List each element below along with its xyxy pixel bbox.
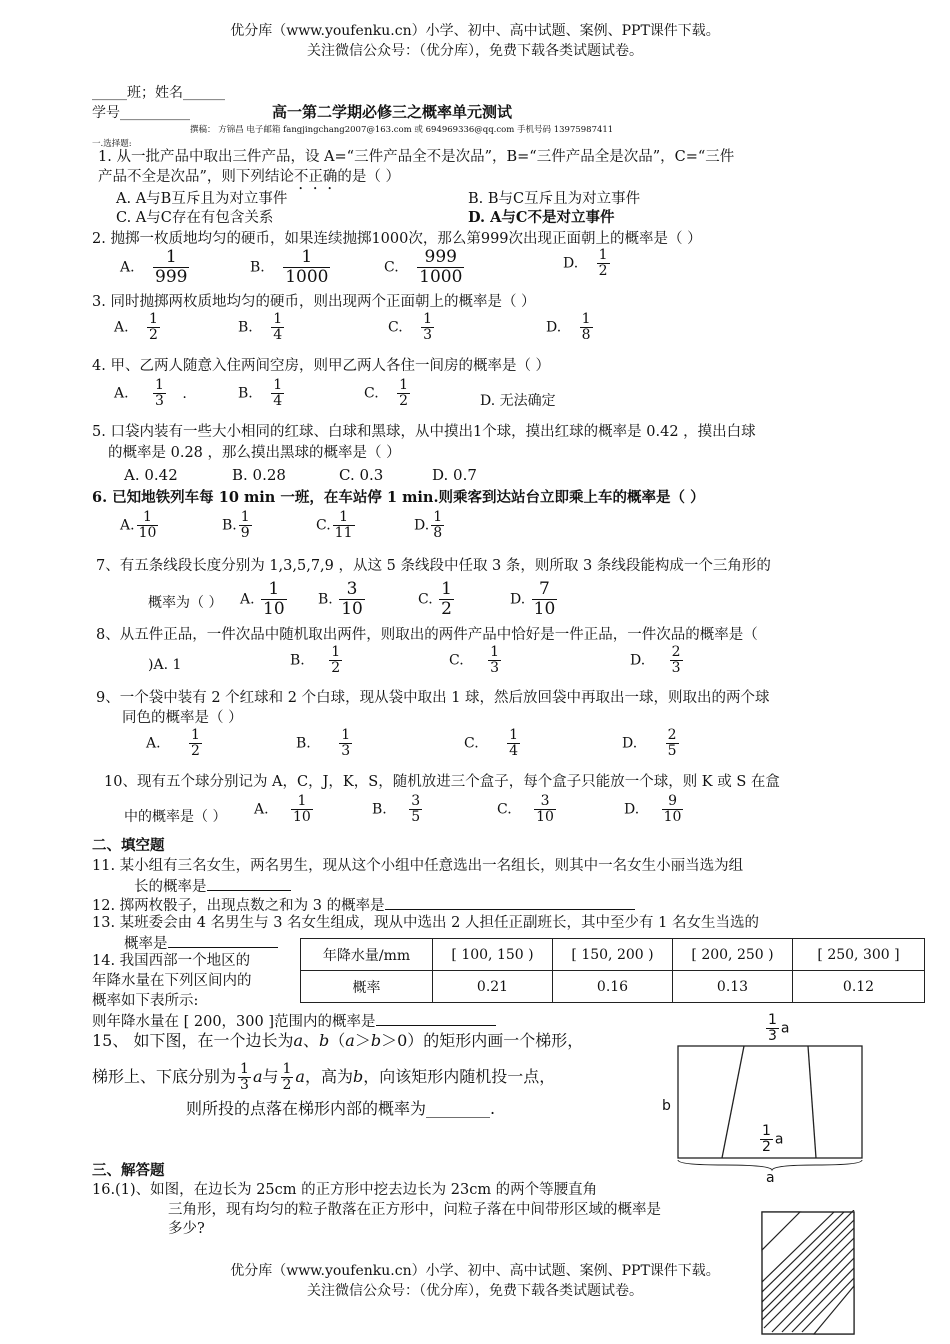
- table-cell: 0.12: [793, 971, 925, 1003]
- table-header-cell: 概率: [301, 971, 433, 1003]
- q12-blank[interactable]: [385, 895, 635, 910]
- q9-option-d: D. $\frac{2}{5}$: [622, 727, 677, 759]
- q14-line1: 14. 我国西部一个地区的: [92, 953, 251, 969]
- q4-option-c: C. $\frac{1}{2}$: [364, 377, 409, 409]
- q7-option-d: D. $\frac{7}{10}$: [510, 579, 556, 619]
- q10-option-d: D. $\frac{9}{10}$: [624, 793, 682, 825]
- q2-option-a: A. $\frac{1}{999}$: [120, 247, 188, 287]
- q1-option-a: A. A与B互斥且为对立事件: [116, 191, 288, 207]
- q3-option-a: A. $\frac{1}{2}$: [114, 311, 158, 343]
- q5-option-d: D. 0.7: [432, 466, 477, 484]
- header-line-1: 优分库（www.youfenku.cn）小学、初中、高中试题、案例、PPT课件下载。: [230, 23, 720, 39]
- table-cell: 0.16: [553, 971, 673, 1003]
- q13-line1: 13. 某班委会由 4 名男生与 3 名女生组成，现从中选出 2 人担任正副班长，其中至少有 1 名女生当选的: [92, 915, 759, 931]
- q1-option-d: D. A与C不是对立事件: [468, 209, 615, 226]
- footer-line-2: 关注微信公众号：（优分库），免费下载各类试题试卷。: [307, 1283, 643, 1299]
- q4-option-b: B. $\frac{1}{4}$: [238, 377, 283, 409]
- rainfall-table: [300, 938, 925, 1003]
- q7-option-c: C. $\frac{1}{2}$: [418, 579, 452, 619]
- q11-line2: 长的概率是: [134, 876, 291, 896]
- q3-text: 3. 同时抛掷两枚质地均匀的硬币，则出现两个正面朝上的概率是（ ）: [92, 294, 536, 310]
- q1-option-c: C. A与C存在有包含关系: [116, 210, 274, 226]
- q1-line1: 1. 从一批产品中取出三件产品，设 A=“三件产品全不是次品”，B=“三件产品全是次品”，C=“三件: [98, 149, 735, 165]
- q12-text: 12. 掷两枚骰子，出现点数之和为 3 的概率是: [92, 895, 635, 915]
- student-id-field: 学号__________: [92, 105, 190, 121]
- q4-text: 4. 甲、乙两人随意入住两间空房，则甲乙两人各住一间房的概率是（ ）: [92, 358, 551, 374]
- header-line-2: 关注微信公众号：（优分库），免费下载各类试题试卷。: [307, 43, 643, 59]
- q15-line2: 梯形上、下底分别为 $\frac{1}{3}$ a与 $\frac{1}{2}$ a，高为b，向该矩形内随机投一点，: [92, 1061, 556, 1093]
- q2-option-c: C. $\frac{999}{1000}$: [384, 247, 463, 287]
- q2-text: 2. 抛掷一枚质地均匀的硬币，如果连续抛掷1000次，那么第999次出现正面朝上的概率是（ ）: [92, 231, 702, 247]
- trapezoid-left-leg: [722, 1046, 744, 1158]
- figure-side-label: b: [662, 1098, 671, 1114]
- q4-option-a: A. $\frac{1}{3}$ .: [114, 377, 187, 409]
- table-cell: 0.21: [433, 971, 553, 1003]
- q8-option-d: D. $\frac{2}{3}$: [630, 644, 681, 676]
- q6-text: 6. 已知地铁列车每 10 min 一班，在车站停 1 min.则乘客到达站台立即乘上车的概率是（ ）: [92, 489, 705, 506]
- q14-line4: 则年降水量在 [ 200，300 ]范围内的概率是: [92, 1011, 496, 1031]
- table-cell: [ 200, 250 ): [673, 939, 793, 971]
- q3-option-c: C. $\frac{1}{3}$: [388, 311, 433, 343]
- q9-option-b: B. $\frac{1}{3}$: [296, 727, 351, 759]
- q3-option-b: B. $\frac{1}{4}$: [238, 311, 283, 343]
- q14-line2: 年降水量在下列区间内的: [92, 973, 252, 989]
- q8-option-a: )A. 1: [148, 657, 182, 673]
- q2-option-b: B. $\frac{1}{1000}$: [250, 247, 329, 287]
- footer-line-1: 优分库（www.youfenku.cn）小学、初中、高中试题、案例、PPT课件下载。: [230, 1263, 720, 1279]
- figure-rectangle: [678, 1046, 862, 1158]
- q13-blank[interactable]: [168, 933, 278, 948]
- q1-option-b: B. B与C互斥且为对立事件: [468, 191, 641, 207]
- table-cell: [ 100, 150 ): [433, 939, 553, 971]
- table-cell: 0.13: [673, 971, 793, 1003]
- q16-line2: 三角形，现有均匀的粒子散落在正方形中，问粒子落在中间带形区域的概率是: [168, 1202, 661, 1218]
- table-header-cell: 年降水量/mm: [301, 939, 433, 971]
- q11-blank[interactable]: [207, 876, 291, 891]
- q5-option-a: A. 0.42: [124, 466, 178, 484]
- table-row: [301, 971, 925, 1003]
- q6-option-a: A. $\frac{1}{10}$: [120, 509, 157, 541]
- q5-line2: 的概率是 0.28 ，那么摸出黑球的概率是（ ）: [108, 445, 401, 461]
- q5-option-c: C. 0.3: [339, 466, 384, 484]
- q9-line1: 9、一个袋中装有 2 个红球和 2 个白球，现从袋中取出 1 球，然后放回袋中再取出一球，则取出的两个球: [96, 690, 770, 706]
- q15-line1: 15、 如下图，在一个边长为a、b（a＞b＞0）的矩形内画一个梯形，: [92, 1031, 584, 1050]
- trapezoid-right-leg: [808, 1046, 816, 1158]
- q9-option-c: C. $\frac{1}{4}$: [464, 727, 519, 759]
- q14-line3: 概率如下表所示:: [92, 993, 199, 1009]
- q11-line1: 11. 某小组有三名女生，两名男生，现从这个小组中任意选出一名组长，则其中一名女生小丽当选为组: [92, 858, 744, 874]
- q6-option-b: B. $\frac{1}{9}$: [222, 509, 250, 541]
- q14-blank[interactable]: [376, 1011, 496, 1026]
- q7-option-a: A. $\frac{1}{10}$: [240, 579, 285, 619]
- q10-option-a: A. $\frac{1}{10}$: [254, 793, 311, 825]
- class-name-field: _____班；姓名______: [92, 85, 225, 101]
- figure-width-label: a: [766, 1170, 775, 1186]
- q10-option-b: B. $\frac{3}{5}$: [372, 793, 421, 825]
- section-fill-heading: 二、填空题: [92, 837, 165, 854]
- q10-option-c: C. $\frac{3}{10}$: [497, 793, 554, 825]
- table-row: [301, 939, 925, 971]
- q15-line3: 则所投的点落在梯形内部的概率为________.: [186, 1099, 496, 1118]
- q7-line1: 7、有五条线段长度分别为 1,3,5,7,9 ，从这 5 条线段中任取 3 条，则所取 3 条线段能构成一个三角形的: [96, 558, 771, 574]
- page-title: 高一第二学期必修三之概率单元测试: [272, 103, 513, 121]
- q7-prefix: 概率为（ ）: [148, 595, 223, 611]
- q3-option-d: D. $\frac{1}{8}$: [546, 311, 591, 343]
- section-choice-heading: 一.选择题:: [92, 139, 132, 149]
- q2-option-d: D. $\frac{1}{2}$: [563, 247, 608, 279]
- q9-option-a: A. $\frac{1}{2}$: [146, 727, 200, 759]
- table-cell: [ 150, 200 ): [553, 939, 673, 971]
- q8-option-c: C. $\frac{1}{3}$: [449, 644, 500, 676]
- q6-option-c: C. $\frac{1}{11}$: [316, 509, 353, 541]
- q4-option-d: D. 无法确定: [480, 393, 556, 409]
- q6-option-d: D. $\frac{1}{8}$: [414, 509, 443, 541]
- q10-line1: 10、现有五个球分别记为 A，C，J，K，S，随机放进三个盒子，每个盒子只能放一个球，则 K 或 S 在盒: [104, 774, 780, 790]
- q1-line2: 产品不全是次品”，则下列结论不正确的是（ ）: [98, 169, 401, 185]
- section-answer-heading: 三、解答题: [92, 1162, 165, 1179]
- q16-line1: 16.(1)、如图，在边长为 25cm 的正方形中挖去边长为 23cm 的两个等腰直角: [92, 1182, 598, 1198]
- q8-line1: 8、从五件正品，一件次品中随机取出两件，则取出的两件产品中恰好是一件正品，一件次品的概率是（: [96, 627, 758, 643]
- figure-top-label: $\frac{1}{3}$ a: [768, 1012, 790, 1044]
- q8-option-b: B. $\frac{1}{2}$: [290, 644, 341, 676]
- q5-option-b: B. 0.28: [232, 466, 286, 484]
- q16-line3: 多少?: [168, 1221, 205, 1237]
- q7-option-b: B. $\frac{3}{10}$: [318, 579, 363, 619]
- q9-line2: 同色的概率是（ ）: [122, 710, 243, 726]
- table-cell: [ 250, 300 ]: [793, 939, 925, 971]
- q5-line1: 5. 口袋内装有一些大小相同的红球、白球和黑球，从中摸出1个球，摸出红球的概率是 0.42 ，摸出白球: [92, 424, 756, 440]
- figure-bottom-base-label: $\frac{1}{2}$ a: [762, 1123, 784, 1155]
- q10-prefix: 中的概率是（ ）: [124, 809, 227, 825]
- trapezoid-figure: [676, 1044, 866, 1172]
- width-brace: [678, 1160, 862, 1170]
- author-line: 撰稿： 方锦昌 电子邮箱 fangjingchang2007@163.com 或 694969336@qq.com 手机号码 13975987411: [190, 125, 614, 135]
- q13-line2: 概率是: [124, 933, 278, 953]
